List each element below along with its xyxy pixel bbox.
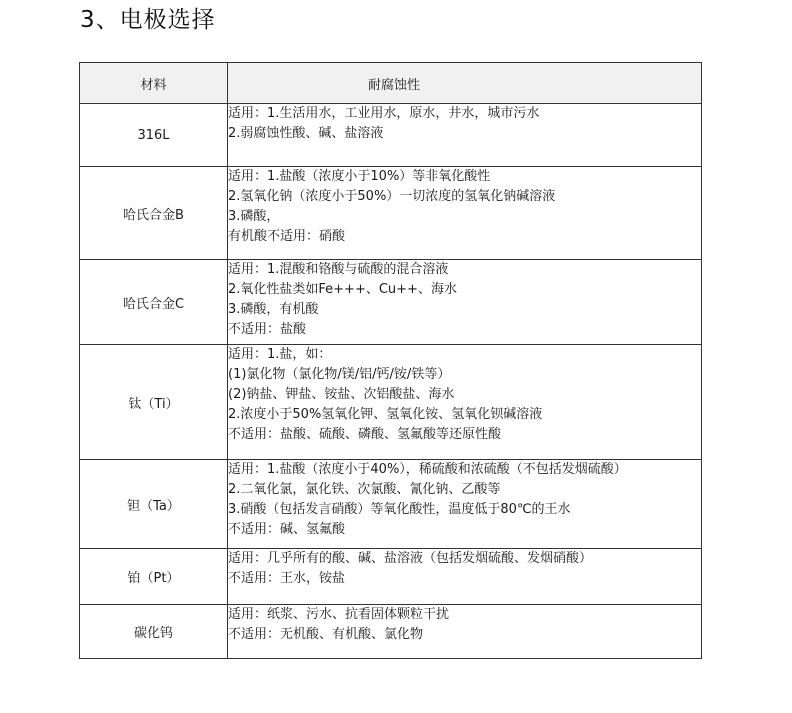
material-cell: 316L [80, 104, 228, 167]
resistance-line: 2.氢氧化钠（浓度小于50%）一切浓度的氢氧化钠碱溶液 [228, 189, 556, 204]
material-cell: 哈氏合金C [80, 260, 228, 345]
resistance-cell [228, 549, 702, 605]
resistance-line: 不适用：碱、氢氟酸 [228, 522, 346, 537]
resistance-cell [228, 260, 702, 345]
resistance-line: 适用：纸浆、污水、抗看固体颗粒干扰 [228, 607, 450, 622]
resistance-line: 适用：几乎所有的酸、碱、盐溶液（包括发烟硫酸、发烟硝酸） [228, 551, 593, 566]
material-cell: 碳化钨 [80, 605, 228, 659]
table-row [80, 167, 702, 260]
table-row [80, 605, 702, 659]
resistance-line: 适用：1.生活用水，工业用水，原水，井水，城市污水 [228, 106, 540, 121]
electrode-selection-table [79, 62, 702, 659]
resistance-cell [228, 167, 702, 260]
resistance-line: 3.硝酸（包括发言硝酸）等氧化酸性，温度低于80℃的王水 [228, 502, 571, 517]
resistance-line: 不适用：王水，铵盐 [228, 571, 346, 586]
table-row [80, 460, 702, 549]
resistance-line: 不适用：无机酸、有机酸、氯化物 [228, 627, 424, 642]
resistance-line: 3.磷酸， [228, 209, 280, 224]
resistance-line: 2.弱腐蚀性酸、碱、盐溶液 [228, 126, 384, 141]
resistance-line: (2)钠盐、钾盐、铵盐、次铝酸盐、海水 [228, 387, 455, 402]
header-corrosion-resistance: 耐腐蚀性 [228, 63, 702, 104]
table-row [80, 549, 702, 605]
material-cell: 钽（Ta） [80, 460, 228, 549]
table-row [80, 260, 702, 345]
resistance-line: 2.二氧化氯，氯化铁、次氯酸、氰化钠、乙酸等 [228, 482, 501, 497]
resistance-cell [228, 345, 702, 460]
resistance-line: 2.浓度小于50%氢氧化钾、氢氧化铵、氢氧化钡碱溶液 [228, 407, 543, 422]
resistance-line: 2.氧化性盐类如Fe+++、Cu++、海水 [228, 282, 457, 297]
resistance-cell [228, 605, 702, 659]
resistance-line: 适用：1.盐酸（浓度小于10%）等非氧化酸性 [228, 169, 491, 184]
resistance-cell [228, 460, 702, 549]
material-cell: 铂（Pt） [80, 549, 228, 605]
resistance-cell [228, 104, 702, 167]
resistance-line: 不适用：盐酸、硫酸、磷酸、氢氟酸等还原性酸 [228, 427, 502, 442]
resistance-line: 适用：1.盐，如： [228, 347, 332, 362]
table-row [80, 345, 702, 460]
resistance-line: (1)氯化物（氯化物/镁/铝/钙/铵/铁等） [228, 367, 451, 382]
resistance-line: 不适用：盐酸 [228, 322, 307, 337]
header-material: 材料 [80, 63, 228, 104]
material-cell: 哈氏合金B [80, 167, 228, 260]
resistance-line: 有机酸不适用：硝酸 [228, 229, 346, 244]
table-row [80, 104, 702, 167]
section-heading: 3、电极选择 [80, 7, 216, 33]
resistance-line: 3.磷酸，有机酸 [228, 302, 319, 317]
table-header-row [80, 63, 702, 104]
resistance-line: 适用：1.混酸和铬酸与硫酸的混合溶液 [228, 262, 449, 277]
material-cell: 钛（Ti） [80, 345, 228, 460]
resistance-line: 适用：1.盐酸（浓度小于40%），稀硫酸和浓硫酸（不包括发烟硫酸） [228, 462, 627, 477]
